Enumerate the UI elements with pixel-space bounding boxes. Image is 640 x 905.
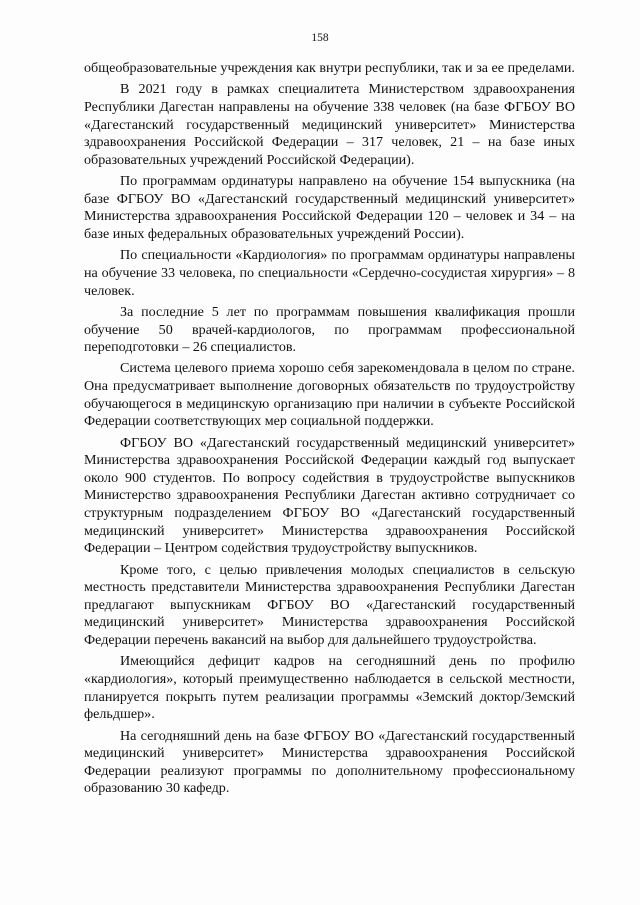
paragraph-3: По программам ординатуры направлено на обучение 154 выпускника (на базе ФГБОУ ВО «Дагестанский государственный медицинский университет» Министерства здравоохранения Российской Федерации 120 – человек и 34 – на базе иных федеральных образовательных учреждений России). [84, 173, 575, 242]
paragraph-10: На сегодняшний день на базе ФГБОУ ВО «Дагестанский государственный медицинский университет» Министерства здравоохранения Российской Федерации реализуют программы по дополнительному профессиональному образованию 30 кафедр. [84, 727, 575, 797]
document-body [84, 60, 575, 802]
paragraph-4: По специальности «Кардиология» по программам ординатуры направлены на обучение 33 человека, по специальности «Сердечно-сосудистая хирургия» – 8 человек. [84, 247, 575, 299]
paragraph-8: Кроме того, с целью привлечения молодых специалистов в сельскую местность представители Министерства здравоохранения Республики Дагестан предлагают выпускникам ФГБОУ ВО «Дагестанский государственный медицинский университет» Министерства здравоохранения Российской Федерации перечень вакансий на выбор для дальнейшего трудоустройства. [84, 561, 575, 648]
paragraph-7: ФГБОУ ВО «Дагестанский государственный медицинский университет» Министерства здравоохранения Российской Федерации каждый год выпускает около 900 студентов. По вопросу содействия в трудоустройстве выпускников Министерство здравоохранения Республики Дагестан активно сотрудничает со структурным подразделением ФГБОУ ВО «Дагестанский государственный медицинский университет» Министерства здравоохранения Российской Федерации – Центром содействия трудоустройству выпускников. [84, 434, 575, 557]
paragraph-1: общеобразовательные учреждения как внутри республики, так и за ее пределами. [84, 60, 575, 76]
page-number: 158 [311, 32, 329, 44]
paragraph-9: Имеющийся дефицит кадров на сегодняшний день по профилю «кардиология», который преимущественно наблюдается в сельской местности, планируется покрыть путем реализации программы «Земский доктор/Земский фельдшер». [84, 653, 575, 723]
paragraph-6: Система целевого приема хорошо себя зарекомендовала в целом по стране. Она предусматривает выполнение договорных обязательств по трудоустройству обучающегося в медицинскую организацию при наличии в субъекте Российской Федерации соответствующих мер социальной поддержки. [84, 360, 575, 430]
paragraph-2: В 2021 году в рамках специалитета Министерством здравоохранения Республики Дагестан направлены на обучение 338 человек (на базе ФГБОУ ВО «Дагестанский государственный медицинский университет» Министерства здравоохранения Российской Федерации – 317 человек, 21 – на базе иных образовательных учреждений Российской Федерации). [84, 81, 575, 168]
paragraph-5: За последние 5 лет по программам повышения квалификация прошли обучение 50 врачей-кардиологов, по программам профессиональной переподготовки – 26 специалистов. [84, 303, 575, 356]
